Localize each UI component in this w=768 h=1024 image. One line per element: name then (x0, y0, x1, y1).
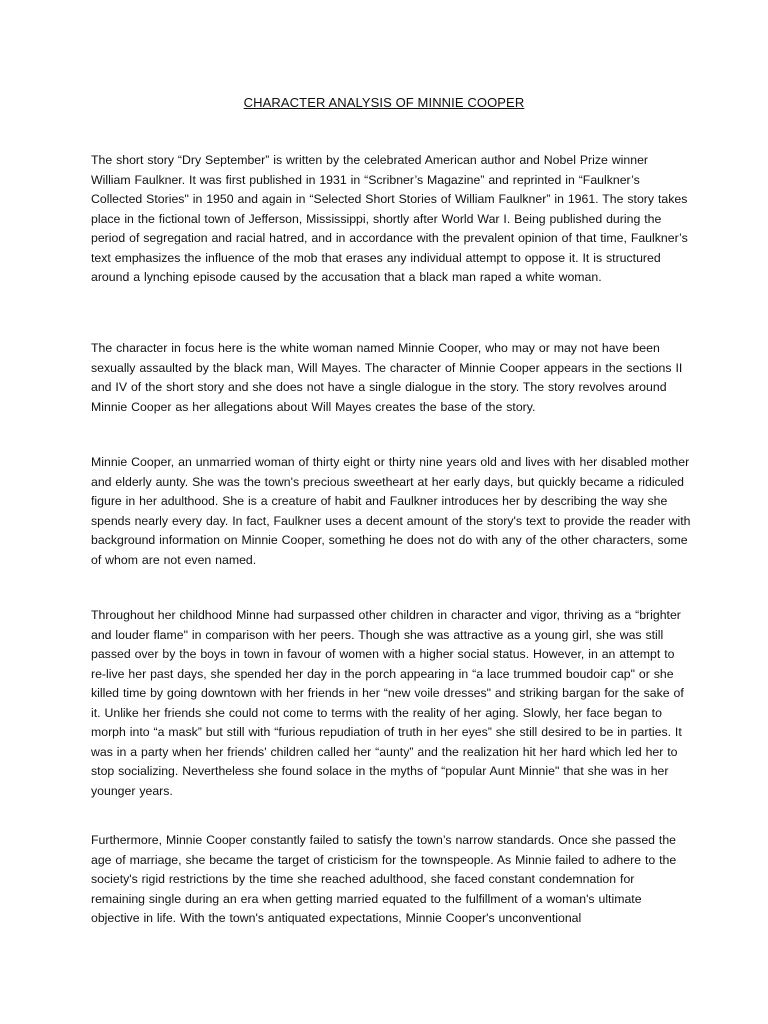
paragraph-3: Minnie Cooper, an unmarried woman of thirty eight or thirty nine years old and lives with her disabled mother and elderly aunty. She was the town's precious sweetheart at her early days, but quickly became a ridiculed figure in her adulthood. She is a creature of habit and Faulkner introduces her by describing the way she spends nearly every day. In fact, Faulkner uses a decent amount of the story's text to provide the reader with background information on Minnie Cooper, something he does not do with any of the other characters, some of whom are not even named. (91, 455, 691, 567)
paragraph-1: The short story “Dry September” is written by the celebrated American author and Nobel Prize winner William Faulkner. It was first published in 1931 in “Scribner’s Magazine” and reprinted in “Faulkner’s Collected Stories" in 1950 and again in “Selected Short Stories of William Faulkner” in 1961. The story takes place in the fictional town of Jefferson, Mississippi, shortly after World War I. Being published during the period of segregation and racial hatred, and in accordance with the prevalent opinion of that time, Faulkner’s text emphasizes the influence of the mob that erases any individual attempt to oppose it. It is structured around a lynching episode caused by the accusation that a black man raped a white woman. (91, 153, 688, 284)
paragraph-4: Throughout her childhood Minne had surpassed other children in character and vigor, thriving as a “brighter and louder flame" in comparison with her peers. Though she was attractive as a young girl, she was still passed over by the boys in town in favour of women with a higher social status. However, in an attempt to re-live her past days, she spended her day in the porch appearing in “a lace trummed boudoir cap" or she killed time by going downtown with her friends in her “new voile dresses" and striking bargan for the sake of it. Unlike her friends she could not come to terms with the reality of her aging. Slowly, her face began to morph into “a mask” but still with “furious repudiation of truth in her eyes” she still desired to be in parties. It was in a party when her friends' children called her “aunty” and the realization hit her hard which led her to stop socializing. Nevertheless she found solace in the myths of “popular Aunt Minnie" that she was in her younger years. (91, 608, 684, 798)
paragraph-2: The character in focus here is the white woman named Minnie Cooper, who may or may not have been sexually assaulted by the black man, Will Mayes. The character of Minnie Cooper appears in the sections II and IV of the short story and she does not have a single dialogue in the story. The story revolves around Minnie Cooper as her allegations about Will Mayes creates the base of the story. (91, 341, 683, 414)
paragraph-5: Furthermore, Minnie Cooper constantly failed to satisfy the town’s narrow standards. Once she passed the age of marriage, she became the target of cristicism for the townspeople. As Minnie failed to adhere to the society's rigid restrictions by the time she reached adulthood, she faced constant condemnation for remaining single during an era when getting married equated to the fulfillment of a woman's ultimate objective in life. With the town's antiquated expectations, Minnie Cooper's unconventional (91, 833, 677, 925)
document-title: CHARACTER ANALYSIS OF MINNIE COOPER (243, 95, 525, 110)
